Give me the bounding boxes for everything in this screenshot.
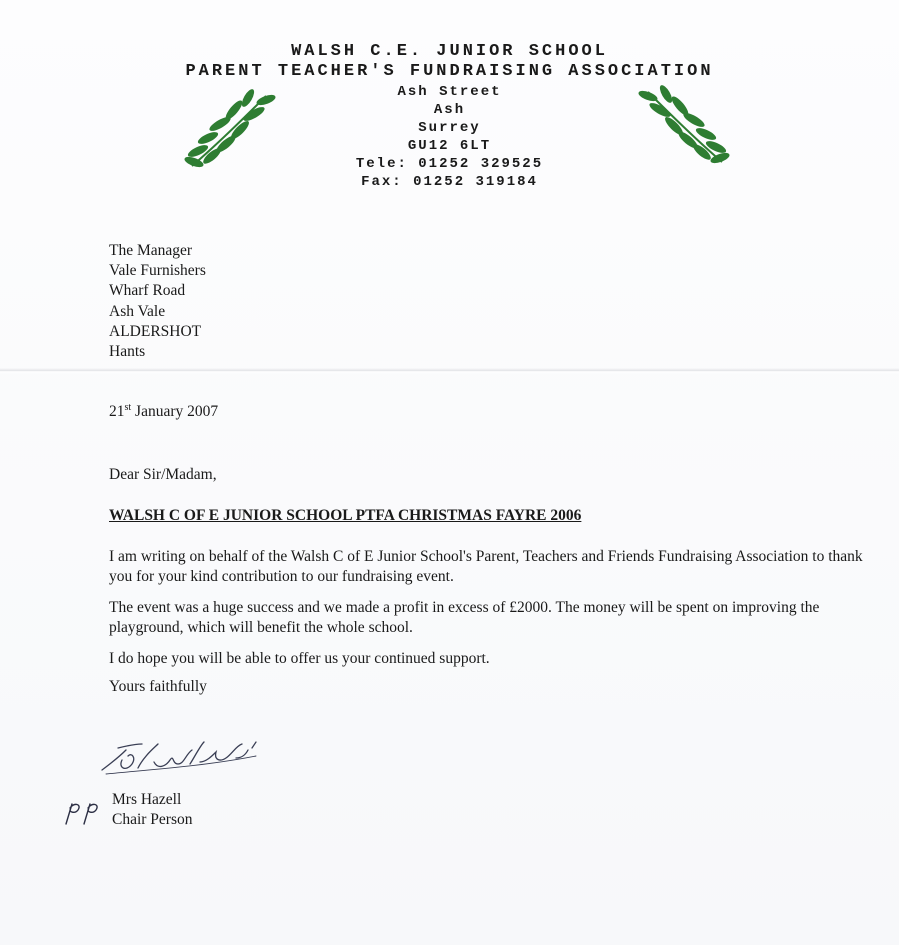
paper-fold-crease <box>0 368 899 374</box>
body-paragraph: The event was a huge success and we made a profit in excess of £2000. The money will be spent on improving the playground, which will benefit the whole school. <box>109 599 820 636</box>
address-county: Surrey <box>418 120 481 136</box>
leaf-sprig-icon <box>178 88 278 178</box>
closing: Yours faithfully <box>109 678 207 695</box>
recipient-line: ALDERSHOT <box>109 322 202 340</box>
telephone: Tele: 01252 329525 <box>355 156 544 172</box>
signatory-title: Chair Person <box>112 811 193 828</box>
recipient-line: Wharf Road <box>109 282 186 300</box>
school-name: WALSH C.E. JUNIOR SCHOOL <box>291 42 608 61</box>
date-ordinal: st <box>124 402 132 413</box>
association-name: PARENT TEACHER'S FUNDRAISING ASSOCIATION <box>185 62 714 81</box>
recipient-line: The Manager <box>109 242 193 259</box>
address-street: Ash Street <box>397 84 502 100</box>
recipient-line: Vale Furnishers <box>109 262 206 280</box>
date-month-year: January 2007 <box>131 403 219 421</box>
letter-date <box>109 402 218 421</box>
handwritten-pp-mark <box>60 798 108 826</box>
date-day: 21 <box>109 403 125 421</box>
signatory-name: Mrs Hazell <box>112 791 182 808</box>
recipient-line: Ash Vale <box>109 302 166 320</box>
address-postcode: GU12 6LT <box>407 138 492 154</box>
body-paragraph: I am writing on behalf of the Walsh C of E Junior School's Parent, Teachers and Friends Fundraising Association to thank you for your kind contribution to our fundraising event. <box>109 548 863 585</box>
body-paragraph: I do hope you will be able to offer us your continued support. <box>109 650 490 667</box>
recipient-address <box>109 241 206 362</box>
recipient-line: Hants <box>109 343 146 361</box>
subject-line: WALSH C OF E JUNIOR SCHOOL PTFA CHRISTMAS FAYRE 2006 <box>109 507 582 524</box>
address-town: Ash <box>433 102 466 118</box>
fax: Fax: 01252 319184 <box>361 174 538 190</box>
salutation: Dear Sir/Madam, <box>109 466 217 483</box>
signatory <box>112 790 193 830</box>
leaf-sprig-icon <box>636 84 736 174</box>
handwritten-signature <box>96 734 276 779</box>
